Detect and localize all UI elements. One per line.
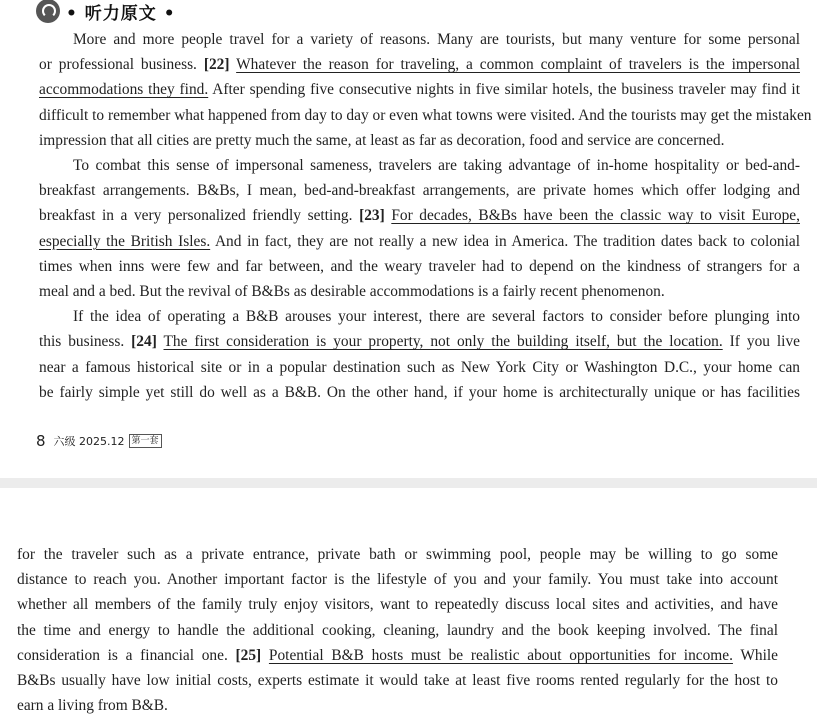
- text-line: [39, 128, 800, 153]
- question-marker: [23]: [359, 207, 385, 225]
- text-segment: difficult to remember what happened from day to day or even what towns were visited. And the tourists may get the mistaken: [39, 106, 812, 124]
- text-segment: the time and energy to handle the additional cooking, cleaning, laundry and the book keeping involved. The final: [17, 621, 778, 639]
- question-marker: [22]: [203, 56, 230, 74]
- text-line: [17, 693, 778, 718]
- text-segment: be fairly simple yet still do well as a B&B. On the other hand, if your home is architecturally unique or has facilities: [39, 383, 800, 401]
- text-line: [39, 329, 800, 354]
- text-segment: If the idea of operating a B&B arouses your interest, there are several factors to consider before plunging into: [73, 308, 800, 326]
- answer-underline: especially the British Isles.: [39, 232, 211, 250]
- text-line: [17, 542, 778, 567]
- text-segment: earn a living from B&B.: [17, 697, 168, 715]
- set-badge: 第一套: [129, 434, 162, 448]
- page-bottom: [0, 488, 817, 728]
- text-line: [17, 668, 778, 693]
- text-segment: More and more people travel for a variety of reasons. Many are tourists, but many venture for some personal: [73, 31, 800, 48]
- text-segment: consideration is a financial one.: [17, 646, 236, 664]
- text-line: [39, 27, 800, 52]
- text-segment: this business.: [39, 333, 132, 351]
- page-gap: [0, 478, 817, 488]
- text-line: [39, 304, 800, 329]
- text-line: [39, 380, 800, 405]
- text-segment: times when inns were few and far between, and the weary traveler had to depend on the kindness of strangers for a: [39, 257, 800, 275]
- text-segment: meal and a bed. But the revival of B&Bs as desirable accommodations is a fairly recent phenomenon.: [39, 283, 665, 301]
- page-number: 8: [36, 432, 46, 450]
- text-line: [39, 103, 812, 128]
- question-marker: [25]: [235, 646, 262, 664]
- text-segment: breakfast in a very personalized friendly setting.: [39, 207, 360, 225]
- transcript-text-top: [39, 27, 812, 405]
- section-header: [36, 0, 176, 23]
- text-segment: To combat this sense of impersonal sameness, travelers are taking advantage of in-home hospitality or bed-and-: [73, 157, 800, 175]
- text-line: [39, 254, 800, 279]
- text-line: [17, 567, 778, 592]
- text-line: [39, 229, 800, 254]
- text-segment: And in fact, they are not really a new idea in America. The tradition dates back to colonial: [210, 232, 800, 250]
- page-footer: [36, 432, 162, 450]
- text-line: [17, 592, 778, 617]
- text-segment: While: [732, 646, 779, 664]
- text-segment: near a famous historical site or in a popular destination such as New York City or Washington D.C., your home can: [39, 358, 800, 376]
- text-segment: distance to reach you. Another important factor is the lifestyle of you and your family. You must take into account: [17, 571, 778, 589]
- text-segment: for the traveler such as a private entrance, private bath or swimming pool, people may be willing to go some: [17, 546, 778, 563]
- text-line: [39, 52, 800, 77]
- answer-underline: Potential B&B hosts must be realistic about opportunities for income.: [268, 646, 733, 664]
- text-segment: After spending five consecutive nights in five similar hotels, the business traveler may find it: [208, 81, 800, 99]
- text-segment: If you live: [722, 333, 800, 351]
- answer-underline: For decades, B&Bs have been the classic way to visit Europe,: [391, 207, 800, 225]
- text-line: [39, 153, 800, 178]
- text-line: [39, 203, 800, 228]
- answer-underline: accommodations they find.: [39, 81, 209, 99]
- text-segment: or professional business.: [39, 56, 204, 74]
- transcript-text-bottom: [17, 542, 778, 718]
- answer-underline: The first consideration is your property, not only the building itself, but the location.: [163, 333, 723, 351]
- text-segment: impression that all cities are pretty much the same, at least as far as decoration, food and service are concerned.: [39, 131, 725, 149]
- section-title: • 听力原文 •: [66, 3, 176, 24]
- text-line: [39, 77, 800, 102]
- text-segment: whether all members of the family truly enjoy visitors, want to repeatedly discuss local sites and activities, and have: [17, 596, 778, 614]
- text-segment: [261, 647, 269, 664]
- text-line: [39, 355, 800, 380]
- issue-label: 六级 2025.12: [53, 435, 125, 448]
- text-segment: breakfast arrangements. B&Bs, I mean, bed-and-breakfast arrangements, are private homes which offer lodging and: [39, 182, 800, 200]
- text-line: [17, 618, 778, 643]
- text-line: [17, 643, 778, 668]
- text-segment: B&Bs usually have low initial costs, experts estimate it would take at least five rooms rented regularly for the host to: [17, 672, 778, 690]
- text-line: [39, 279, 800, 304]
- headphone-icon: [36, 0, 60, 23]
- text-line: [39, 178, 800, 203]
- text-segment: [157, 333, 164, 350]
- question-marker: [24]: [131, 333, 157, 351]
- answer-underline: Whatever the reason for traveling, a common complaint of travelers is the impersonal: [236, 56, 800, 74]
